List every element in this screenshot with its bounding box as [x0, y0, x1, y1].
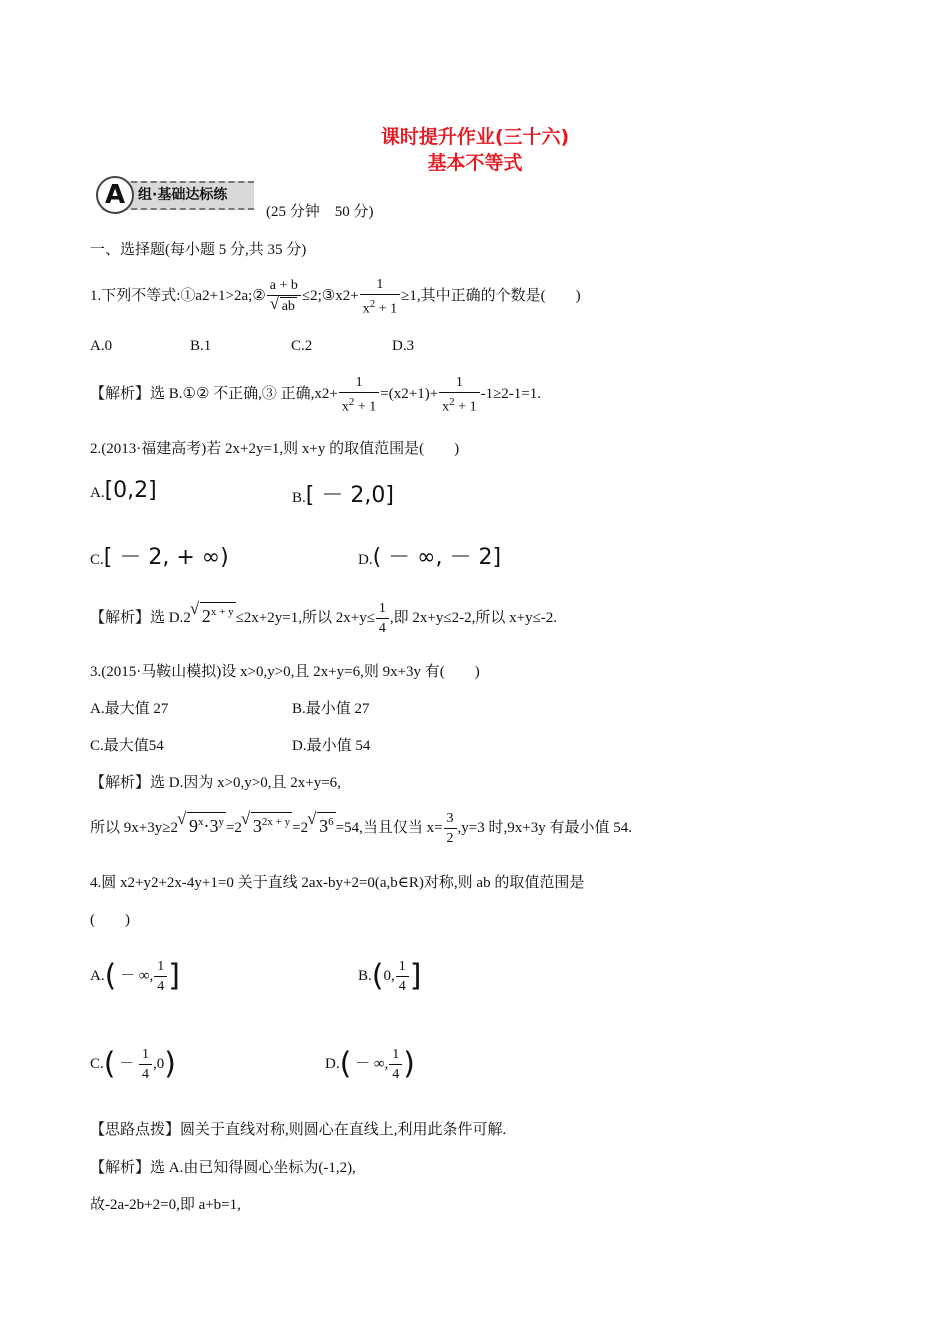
q2-option-d-value: ( － ∞, － 2] — [372, 545, 502, 570]
q2-analysis-pre: 选 D.2 — [150, 610, 191, 626]
q1-analysis-frac2-den: x — [442, 399, 450, 415]
q4-option-a-frac — [154, 958, 167, 995]
q4-option-d-frac — [389, 1046, 402, 1083]
q2-sqrt-base: 2 — [201, 606, 211, 626]
q2-frac — [376, 600, 389, 637]
q2-frac-den: 4 — [378, 621, 386, 637]
q3-l2-mid3: =54,当且仅当 x= — [335, 820, 443, 836]
q4-option-d-open: ( — [339, 1046, 352, 1082]
q1-analysis — [90, 370, 541, 418]
q2-analysis-label: 【解析】 — [90, 610, 151, 626]
q1-analysis-post: -1≥2-1=1. — [480, 386, 542, 402]
q1-pre: 1.下列不等式:①a2+1>2a;② — [90, 288, 266, 304]
q1-option-a: A.0 — [90, 338, 113, 354]
q4-option-b-label: B. — [358, 968, 372, 984]
q3-analysis-line1 — [90, 771, 341, 792]
q1-option-c: C.2 — [291, 338, 313, 354]
title-line1: 课时提升作业(三十六) — [380, 126, 570, 148]
q2-option-c-label: C. — [90, 552, 104, 568]
q4-option-b-num: 1 — [396, 958, 409, 977]
q2-analysis — [90, 594, 557, 642]
q2-option-a-value: [0,2] — [104, 478, 157, 503]
q3-frac-den: 2 — [446, 831, 454, 847]
q3-sqrt1 — [187, 812, 226, 835]
q3-sqrt1-mid: ·3 — [203, 816, 219, 836]
q4-option-c-pre: － — [115, 1056, 138, 1072]
q3-l2-mid1: =2 — [225, 820, 242, 836]
q1-frac1-sqrt: √ ab — [280, 297, 297, 316]
group-a-badge — [96, 176, 262, 212]
q2-option-c-value: [ － 2, + ∞) — [103, 545, 229, 570]
q1-analysis-frac2-num: 1 — [439, 374, 479, 393]
q1-mid: ≤2;③x2+ — [301, 288, 359, 304]
q4-option-a-label: A. — [90, 968, 105, 984]
q4-analysis-text: 选 A.由已知得圆心坐标为(-1,2), — [150, 1160, 356, 1176]
q4-option-a-open: ( — [104, 958, 117, 994]
q4-hint-label: 【思路点拨】 — [90, 1122, 181, 1138]
q4-stem: 4.圆 x2+y2+2x-4y+1=0 关于直线 2ax-by+2=0(a,b∈R)对称,则 ab 的取值范围是 — [90, 875, 585, 891]
q1-frac2 — [360, 276, 400, 318]
q4-option-c-frac — [139, 1046, 152, 1083]
q4-option-a-pre: － ∞, — [116, 968, 154, 984]
q4-paren: ( ) — [90, 912, 130, 928]
q3-analysis-text: 选 D.因为 x>0,y>0,且 2x+y=6, — [150, 775, 341, 791]
q4-option-a — [90, 950, 180, 1003]
q2-option-c — [90, 540, 229, 571]
q4-option-a-den: 4 — [157, 979, 165, 995]
q3-sqrt3-base: 3 — [319, 816, 329, 836]
q3-sqrt2 — [251, 812, 292, 835]
q1-analysis-frac1-rest: + 1 — [354, 399, 377, 415]
q4-option-b-open: ( — [371, 958, 384, 994]
q3-stem: 3.(2015·马鞍山模拟)设 x>0,y>0,且 2x+y=6,则 9x+3y 有( ) — [90, 664, 480, 680]
q4-option-c-num: 1 — [139, 1046, 152, 1065]
q3-option-d: D.最小值 54 — [292, 738, 371, 754]
title-line2: 基本不等式 — [427, 152, 523, 174]
q1-analysis-label: 【解析】 — [90, 386, 151, 402]
q1-analysis-frac1-sup: 2 — [348, 395, 355, 408]
q2-sqrt-sup: x + y — [210, 606, 234, 618]
q1-post: ≥1,其中正确的个数是( ) — [401, 288, 581, 304]
q4-option-c-label: C. — [90, 1056, 104, 1072]
q1-option-b: B.1 — [190, 338, 212, 354]
badge-label: 组·基础达标练 — [138, 187, 228, 203]
q4-hint — [90, 1118, 506, 1139]
q3-sqrt2-base: 3 — [252, 816, 262, 836]
q4-option-d-den: 4 — [392, 1067, 400, 1083]
q1-analysis-mid: =(x2+1)+ — [380, 386, 439, 402]
q3-frac — [444, 810, 457, 847]
q3-sqrt3 — [317, 812, 336, 835]
q2-sqrt — [200, 602, 236, 625]
q1-frac2-num: 1 — [360, 276, 400, 295]
q4-option-d — [325, 1038, 415, 1091]
q4-option-a-close: ] — [168, 958, 180, 994]
q3-sqrt1-sup: x — [197, 816, 204, 828]
q2-option-a — [90, 478, 157, 503]
q1-analysis-frac2-rest: + 1 — [454, 399, 477, 415]
q1-analysis-frac1 — [339, 374, 379, 416]
q1-analysis-frac2 — [439, 374, 479, 416]
q3-option-c: C.最大值54 — [90, 738, 164, 754]
section-heading: 一、选择题(每小题 5 分,共 35 分) — [90, 242, 307, 258]
q2-option-d — [358, 540, 501, 571]
q3-option-b: B.最小值 27 — [292, 701, 370, 717]
q4-option-b — [358, 950, 421, 1003]
time-info: (25 分钟 50 分) — [266, 204, 374, 220]
q2-stem: 2.(2013·福建高考)若 2x+2y=1,则 x+y 的取值范围是( ) — [90, 441, 460, 457]
q1-stem — [90, 272, 581, 320]
q2-option-a-label: A. — [90, 485, 105, 501]
q4-option-c-open: ( — [103, 1046, 116, 1082]
q2-option-b-value: [ － 2,0] — [305, 483, 394, 508]
q4-option-c-close: ) — [164, 1046, 176, 1082]
q2-option-b-label: B. — [292, 490, 306, 506]
q3-l2-pre: 所以 9x+3y≥2 — [90, 820, 178, 836]
q2-frac-num: 1 — [376, 600, 389, 619]
q1-option-d: D.3 — [392, 338, 415, 354]
q1-analysis-frac1-num: 1 — [339, 374, 379, 393]
q4-option-c — [90, 1038, 176, 1091]
q4-option-c-post: ,0 — [153, 1056, 165, 1072]
q2-option-d-label: D. — [358, 552, 373, 568]
q3-sqrt1-sup2: y — [218, 816, 224, 828]
q4-option-c-den: 4 — [142, 1067, 149, 1083]
q4-option-d-num: 1 — [389, 1046, 402, 1065]
badge-letter: A — [96, 176, 134, 214]
q3-l2-mid2: =2 — [292, 820, 309, 836]
q4-option-b-den: 4 — [398, 979, 406, 995]
q3-option-a: A.最大值 27 — [90, 701, 169, 717]
q1-frac1-num: a + b — [267, 277, 301, 296]
q1-frac2-den-rest: + 1 — [375, 301, 398, 317]
q3-sqrt3-sup: 6 — [328, 816, 334, 828]
q3-l2-post: ,y=3 时,9x+3y 有最小值 54. — [457, 820, 632, 836]
q1-frac1 — [267, 277, 301, 316]
q4-option-b-close: ] — [409, 958, 422, 994]
q4-option-d-pre: － ∞, — [351, 1056, 389, 1072]
q4-option-a-num: 1 — [154, 958, 167, 977]
q1-analysis-pre: 选 B.①② 不正确,③ 正确,x2+ — [150, 386, 338, 402]
q1-frac2-den-sup: 2 — [369, 297, 376, 310]
q2-option-b — [292, 478, 394, 509]
q4-analysis-line1 — [90, 1156, 356, 1177]
q4-option-b-pre: 0, — [383, 968, 395, 984]
q4-option-d-label: D. — [325, 1056, 340, 1072]
q3-analysis-label: 【解析】 — [90, 775, 151, 791]
q3-analysis-line2 — [90, 804, 632, 852]
q4-hint-text: 圆关于直线对称,则圆心在直线上,利用此条件可解. — [180, 1122, 507, 1138]
q4-analysis-label: 【解析】 — [90, 1160, 151, 1176]
q4-option-b-frac — [396, 958, 409, 995]
q4-option-d-close: ) — [403, 1046, 415, 1082]
q4-analysis-line2: 故-2a-2b+2=0,即 a+b=1, — [90, 1197, 241, 1213]
q1-analysis-frac2-sup: 2 — [449, 395, 455, 408]
q3-frac-num: 3 — [444, 810, 457, 829]
q3-sqrt1-base: 9 — [188, 816, 198, 836]
q2-analysis-mid: ≤2x+2y=1,所以 2x+y≤ — [235, 610, 375, 626]
q3-sqrt2-sup: 2x + y — [261, 816, 291, 828]
q1-analysis-frac1-den: x — [341, 399, 349, 415]
q1-frac2-den: x — [362, 301, 370, 317]
q2-analysis-post: ,即 2x+y≤2-2,所以 x+y≤-2. — [389, 610, 558, 626]
